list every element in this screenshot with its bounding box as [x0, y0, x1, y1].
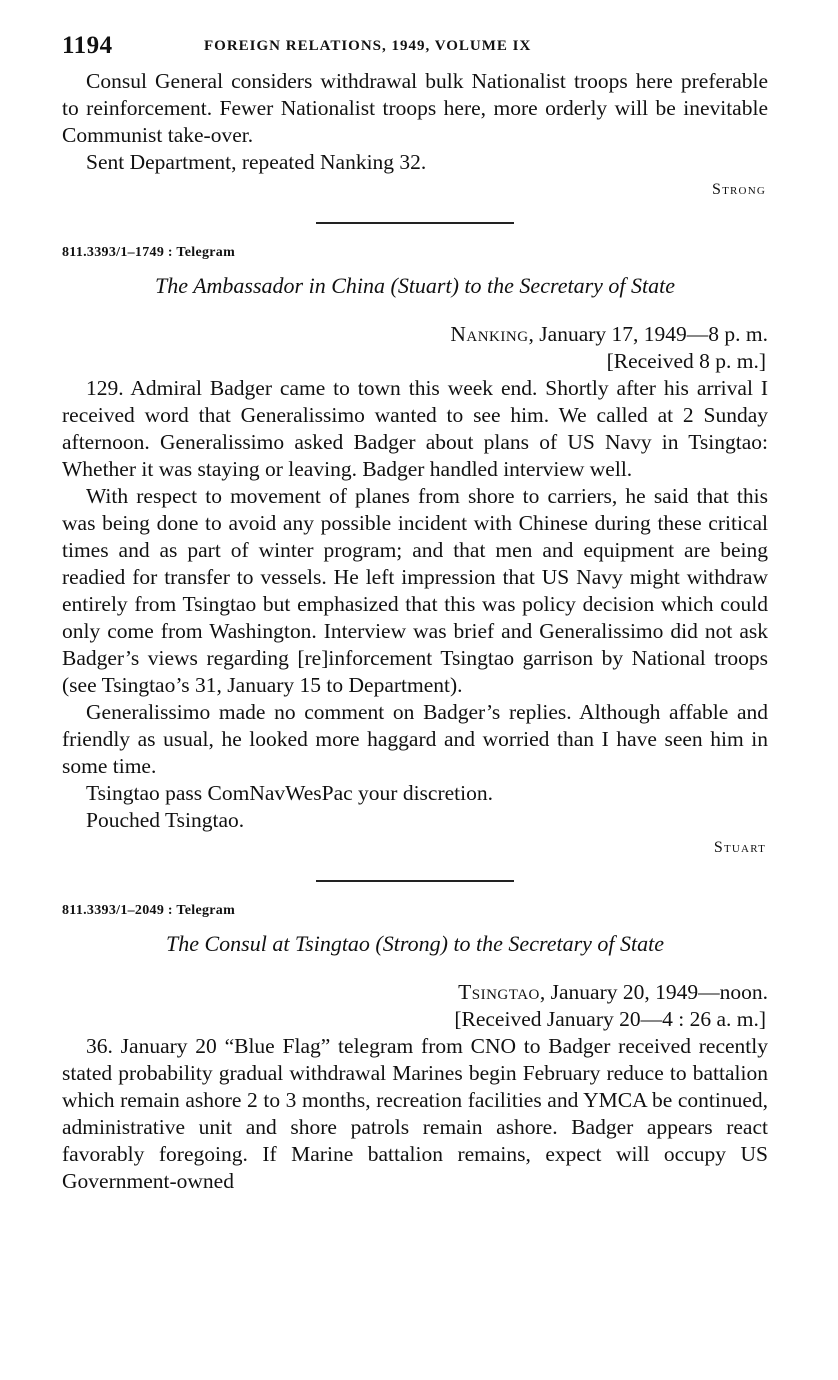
dateline [62, 979, 768, 1006]
body-paragraph: 129. Admiral Badger came to town this week end. Shortly after his arrival I received word that Generalissimo wanted to see him. We called at 2 Sunday afternoon. Generalissimo asked Badger about plans of US Navy in Tsingtao: Whether it was staying or leaving. Badger handled interview well. [62, 376, 768, 481]
continuation-paragraph: Consul General considers withdrawal bulk Nationalist troops here preferable to reinforcement. Fewer Nationalist troops here, more orderly will be inevitable Communist take-over. [62, 69, 768, 147]
continuation-paragraph: Sent Department, repeated Nanking 32. [86, 150, 427, 174]
signature: Strong [712, 181, 766, 198]
section-divider [316, 880, 514, 882]
page-number: 1194 [62, 32, 113, 59]
running-header [62, 28, 768, 68]
received-line: [Received 8 p. m.] [606, 349, 766, 373]
document-title: The Consul at Tsingtao (Strong) to the Secretary of State [165, 931, 665, 956]
body-paragraph: With respect to movement of planes from shore to carriers, he said that this was being done to avoid any possible incident with Chinese during these critical times and as part of winter program; and that men and equipment are being readied for transfer to vessels. He left impression that US Navy might withdraw entirely from Tsingtao but emphasized that this was policy decision which could only come from Washington. Interview was brief and Generalissimo did not ask Badger’s views regarding [re]inforcement Tsingtao garrison by National troops (see Tsingtao’s 31, January 15 to Department). [62, 484, 768, 697]
received-line: [Received January 20—4 : 26 a. m.] [454, 1007, 766, 1031]
document-title: The Ambassador in China (Stuart) to the Secretary of State [154, 273, 676, 298]
body-paragraph: 36. January 20 “Blue Flag” telegram from CNO to Badger received recently stated probability gradual withdrawal Marines begin February reduce to battalion which remain ashore 2 to 3 months, recreation facilities and YMCA be continued, administrative unit and shore patrols remain ashore. Badger appears react favorably foregoing. If Marine battalion remains, expect will occupy US Government-owned [62, 1034, 768, 1193]
document-page [62, 28, 768, 1195]
body-paragraph: Tsingtao pass ComNavWesPac your discretion. [86, 781, 493, 805]
running-title: FOREIGN RELATIONS, 1949, VOLUME IX [204, 38, 532, 54]
body-paragraph: Pouched Tsingtao. [86, 808, 245, 832]
dateline [62, 321, 768, 348]
dateline-place: Tsingtao [458, 980, 540, 1004]
body-paragraph: Generalissimo made no comment on Badger’s replies. Although affable and friendly as usual, he looked more haggard and worried than I have seen him in some time. [62, 700, 768, 778]
section-divider [316, 222, 514, 224]
dateline-date: , January 17, 1949—8 p. m. [528, 322, 768, 346]
signature: Stuart [713, 839, 766, 856]
file-reference: 811.3393/1–2049 : Telegram [62, 903, 236, 918]
dateline-place: Nanking [450, 322, 529, 346]
file-reference: 811.3393/1–1749 : Telegram [62, 245, 236, 260]
dateline-date: , January 20, 1949—noon. [539, 980, 768, 1004]
